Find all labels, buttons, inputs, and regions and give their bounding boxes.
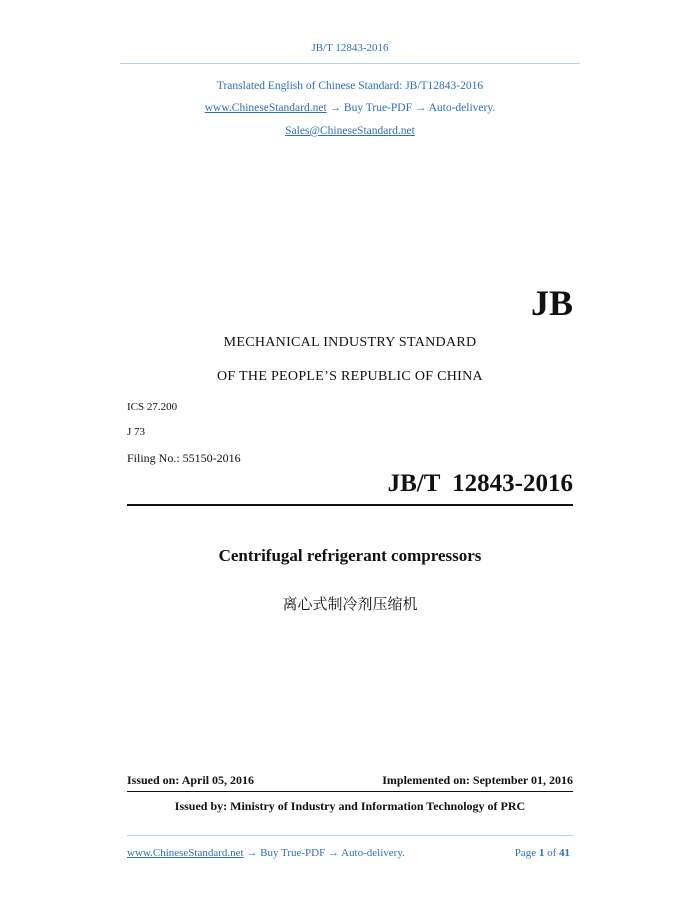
standard-number: JB/T 12843-2016 bbox=[387, 470, 573, 497]
website-link[interactable]: www.ChineseStandard.net bbox=[204, 102, 327, 114]
page-total: 41 bbox=[559, 847, 570, 859]
issuing-authority: Issued by: Ministry of Industry and Information Technology of PRC bbox=[174, 799, 526, 813]
dates-divider bbox=[127, 791, 573, 792]
footer-purchase-notice bbox=[127, 847, 405, 859]
footer-divider bbox=[127, 835, 573, 836]
page-of: of bbox=[547, 847, 557, 859]
purchase-text: → Buy True-PDF → Auto-delivery. bbox=[326, 102, 496, 114]
standard-type-line2: OF THE PEOPLE’S REPUBLIC OF CHINA bbox=[217, 369, 483, 384]
email-link[interactable]: Sales@ChineseStandard.net bbox=[285, 125, 415, 137]
running-header: JB/T 12843-2016 bbox=[311, 42, 389, 54]
page-current: 1 bbox=[538, 847, 545, 859]
header-divider bbox=[120, 63, 580, 64]
ccs-code: J 73 bbox=[127, 426, 146, 438]
issued-date: Issued on: April 05, 2016 bbox=[127, 773, 255, 787]
purchase-notice bbox=[0, 102, 700, 114]
page-indicator bbox=[515, 847, 570, 859]
standard-type-line1: MECHANICAL INDUSTRY STANDARD bbox=[223, 335, 477, 350]
page-label: Page bbox=[514, 847, 537, 859]
category-mark: JB bbox=[530, 283, 573, 323]
document-title: Centrifugal refrigerant compressors bbox=[218, 546, 482, 565]
translation-notice: Translated English of Chinese Standard: JB/T12843-2016 bbox=[216, 80, 484, 92]
standard-number-divider bbox=[127, 504, 573, 506]
footer-website-link[interactable]: www.ChineseStandard.net bbox=[127, 847, 244, 859]
footer-purchase-text: → Buy True-PDF → Auto-delivery. bbox=[243, 847, 405, 859]
document-title-chinese: 离心式制冷剂压缩机 bbox=[282, 595, 418, 613]
implemented-date: Implemented on: September 01, 2016 bbox=[382, 773, 573, 787]
filing-number: Filing No.: 55150-2016 bbox=[127, 451, 241, 465]
email-line bbox=[0, 125, 700, 137]
ics-code: ICS 27.200 bbox=[127, 401, 178, 413]
